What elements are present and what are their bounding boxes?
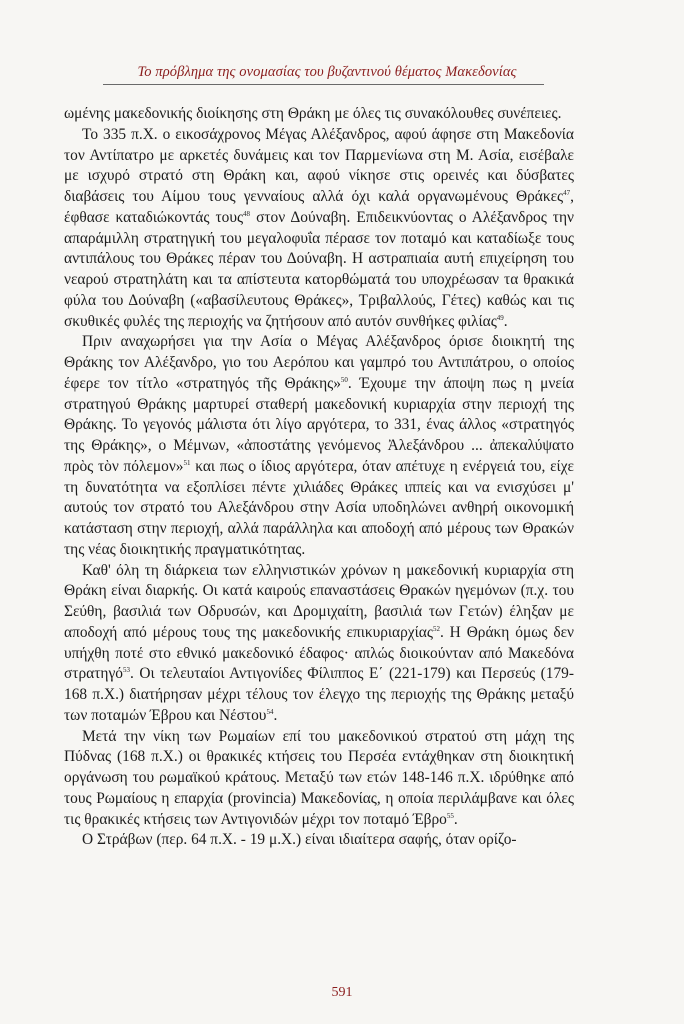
footnote-marker: 54: [266, 707, 274, 716]
paragraph: [64, 561, 574, 727]
text-run: .: [503, 312, 508, 330]
text-run: στον Δούναβη. Επιδεικνύοντας ο Αλέξανδρος την απαράμιλλη στρατηγική του μεγαλοφυΐα πέρασε τον ποταμό και καταδίωξε τους αντιπάλους του Θράκες πέραν του Δούναβη. Η αστραπιαία αυτή επιχείρηση του νεαρού στρατηλάτη και τα απίστευτα κατορθώματά του υποχρέωσαν τα θρακικά φύλα του Δούναβη («αβασίλευτους Θράκες», Τριβαλλούς, Γέτες) καθώς και τις σκυθικές φυλές της περιοχής να ζητήσουν από αυτόν συνθήκες φιλίας: [64, 208, 574, 330]
footnote-marker: 52: [432, 624, 440, 633]
running-header: Το πρόβλημα της ονομασίας του βυζαντινού θέματος Μακεδονίας: [137, 64, 517, 80]
text-run: Το 335 π.Χ. ο εικοσάχρονος Μέγας Αλέξανδρος, αφού άφησε στη Μακεδονία τον Αντίπατρο με αρκετές δυνάμεις και τον Παρμενίωνα στη Μ. Ασία, εισέβαλε με ισχυρό στρατό στη Θράκη και, αφού νίκησε στις ορεινές και δύσβατες διαβάσεις του Αίμου τους γενναίους αλλά όχι καλά οργανωμένους Θράκες: [64, 125, 574, 205]
paragraph: [64, 727, 574, 831]
footnote-marker: 49: [496, 313, 504, 322]
paragraph: [64, 125, 574, 333]
text-run: Καθ' όλη τη διάρκεια των ελληνιστικών χρόνων η μακεδονική κυριαρχία στη Θράκη είναι διαρκής. Οι κατά καιρούς επαναστάσεις Θρακών ηγεμόνων (π.χ. του Σεύθη, βασιλιά των Οδρυσών, και Δρομιχαίτη, βασιλιά των Γετών) έληξαν με αποδοχή από μέρους τους της μακεδονικής επικυριαρχίας: [64, 561, 574, 641]
text-run: .: [453, 810, 458, 828]
text-run: .: [273, 706, 278, 724]
text-run: και πως ο ίδιος αργότερα, όταν απέτυχε η ενέργειά του, είχε τη δυνατότητα να εξοπλίσει πέντε χιλιάδες Θράκες ιππείς και να ενισχύσει μ' αυτούς τον στρατό του Αλεξάνδρου στην Ασία υποδηλώνει ανθηρή οικονομική κατάσταση στην περιοχή, αλλά παράλληλα και αποδοχή από μέρους των Θρακών της νέας διοικητικής πραγματικότητας.: [64, 457, 574, 558]
text-run: Ο Στράβων (περ. 64 π.Χ. - 19 μ.Χ.) είναι ιδιαίτερα σαφής, όταν ορίζο-: [82, 831, 517, 849]
footnote-marker: 50: [340, 375, 348, 384]
footnote-marker: 55: [446, 811, 454, 820]
paragraph: [64, 332, 574, 560]
text-run: , έφθασε καταδιώκοντάς τους: [64, 188, 574, 226]
paragraph: [64, 830, 574, 851]
text-run: ωμένης μακεδονικής διοίκησης στη Θράκη με όλες τις συνακόλουθες συνέπειες.: [64, 105, 562, 122]
header-rule: [103, 84, 544, 85]
text-run: Πριν αναχωρήσει για την Ασία ο Μέγας Αλέξανδρος όρισε διοικητή της Θράκης τον Αλέξανδρο, γιο του Αερόπου και γαμπρό του Αντιπάτρου, ο οποίος έφερε τον τίτλο «στρατηγός τῆς Θράκης»: [64, 333, 574, 392]
body-text: [64, 104, 574, 851]
text-run: . Οι τελευταίοι Αντιγονίδες Φίλιππος Ε΄ (221-179) και Περσεύς (179-168 π.Χ.) διατήρησαν μέχρι τέλους τον έλεγχο της περιοχής της Θράκης μεταξύ των ποταμών Έβρου και Νέστου: [64, 665, 574, 724]
footnote-marker: 53: [122, 666, 130, 675]
paragraph: [64, 104, 574, 125]
page-number: 591: [331, 985, 353, 1000]
text-run: . Η Θράκη όμως δεν υπήχθη ποτέ στο εθνικό μακεδονικό έδαφος· απλώς διοικούνταν από Μακεδόνα στρατηγό: [64, 623, 574, 683]
footnote-marker: 48: [243, 209, 251, 218]
text-run: Μετά την νίκη των Ρωμαίων επί του μακεδονικού στρατού στη μάχη της Πύδνας (168 π.Χ.) οι θρακικές κτήσεις του Περσέα εντάχθηκαν στη διοικητική οργάνωση του ρωμαϊκού κράτους. Μεταξύ των ετών 148-146 π.Χ. ιδρύθηκε από τους Ρωμαίους η επαρχία (provincia) Μακεδονίας, η οποία περιλάμβανε και όλες τις θρακικές κτήσεις των Αντιγονιδών μέχρι τον ποταμό Έβρο: [64, 727, 574, 828]
footnote-marker: 51: [183, 458, 191, 467]
footnote-marker: 47: [563, 188, 571, 197]
text-run: . Έχουμε την άποψη πως η μνεία στρατηγού Θράκης μαρτυρεί σταθερή μακεδονική κυριαρχία στην περιοχή της Θράκης. Το γεγονός μάλιστα ότι λίγο αργότερα, το 331, ένας άλλος «στρατηγός της Θράκης», ο Μέμνων, «ἀποστάτης γενόμενος Ἀλεξάνδρου ... ἀπεκαλύψατο πρὸς τὸν πόλεμον»: [64, 374, 574, 475]
